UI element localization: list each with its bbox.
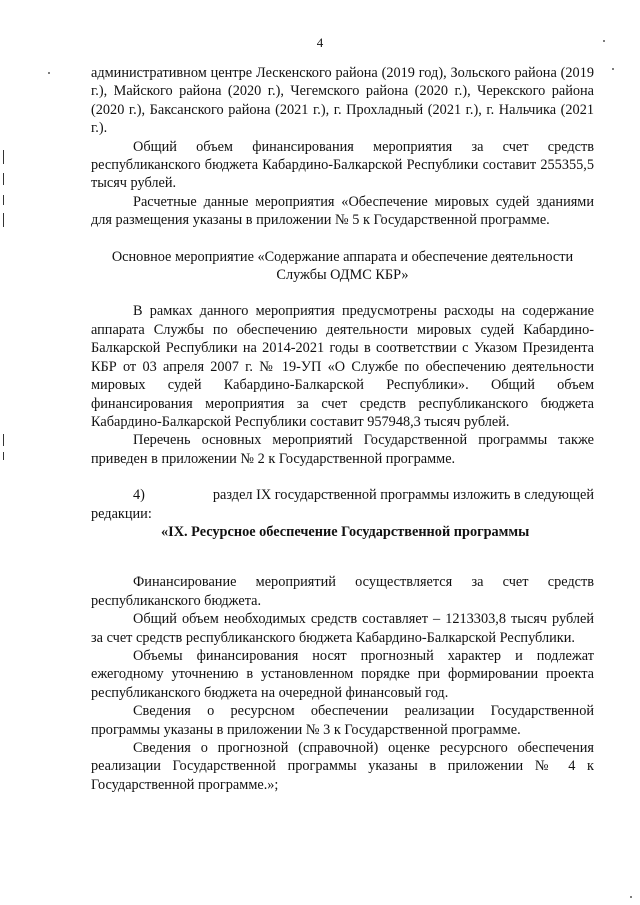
scan-margin-mark <box>3 452 4 460</box>
list-item-header <box>91 486 594 504</box>
paragraph: Объемы финансирования носят прогнозный характер и подлежат ежегодному уточнению в установленном порядке при формировании проекта республиканского бюджета на очередной финансовый год. <box>91 647 594 701</box>
scan-dot <box>603 40 605 42</box>
page-number: 4 <box>316 35 324 50</box>
section-heading: Основное мероприятие «Содержание аппарата и обеспечение деятельности Службы ОДМС КБР» <box>111 248 574 284</box>
scan-margin-mark <box>3 173 4 185</box>
paragraph: административном центре Лескенского района (2019 год), Зольского района (2019 г.), Майского района (2020 г.), Чегемского района (2020 г.), Черекского района (2020 г.), Баксанского района (2021 г.), г. Прохладный (2021 г.), г. Нальчика (2021 г.). <box>91 65 594 137</box>
document-body <box>91 64 594 794</box>
scan-margin-mark <box>3 150 4 164</box>
paragraph: В рамках данного мероприятия предусмотрены расходы на содержание аппарата Службы по обеспечению деятельности мировых судей Кабардино-Балкарской Республики на 2014-2021 годы в соответствии с Указом Президента КБР от 03 апреля 2007 г. № 19-УП «О Службе по обеспечению деятельности мировых судей Кабардино-Балкарской Республики». Общий объем финансирования мероприятия за счет средств республиканского бюджета Кабардино-Балкарской Республики составит 957948,3 тысяч рублей. <box>91 303 594 430</box>
scan-margin-mark <box>3 213 4 227</box>
scan-dot <box>630 896 632 898</box>
section-title: «IX. Ресурсное обеспечение Государственной программы <box>161 523 530 540</box>
list-item-text-continued: редакции: <box>91 505 152 522</box>
paragraph: Перечень основных мероприятий Государственной программы также приведен в приложении № 2 к Государственной программе. <box>91 432 594 467</box>
scan-dot <box>612 68 614 70</box>
paragraph: Финансирование мероприятий осуществляется за счет средств республиканского бюджета. <box>91 574 594 609</box>
list-item-number: 4) <box>133 487 145 504</box>
scan-dot <box>48 72 50 74</box>
list-item-text: раздел IX государственной программы изложить в следующей <box>212 487 594 504</box>
scan-margin-mark <box>3 434 4 446</box>
paragraph: Общий объем необходимых средств составляет – 1213303,8 тысяч рублей за счет средств республиканского бюджета Кабардино-Балкарской Республики. <box>91 611 594 646</box>
paragraph: Сведения о ресурсном обеспечении реализации Государственной программы указаны в приложении № 3 к Государственной программе. <box>91 703 594 738</box>
scan-margin-mark <box>3 195 4 205</box>
paragraph: Сведения о прогнозной (справочной) оценке ресурсного обеспечения реализации Государственной программы указаны в приложении № 4 к Государственной программе.»; <box>91 740 594 793</box>
paragraph: Расчетные данные мероприятия «Обеспечение мировых судей зданиями для размещения указаны в приложении № 5 к Государственной программе. <box>91 193 594 229</box>
paragraph: Общий объем финансирования мероприятия за счет средств республиканского бюджета Кабардино-Балкарской Республики составит 255355,5 тысяч рублей. <box>91 138 594 192</box>
